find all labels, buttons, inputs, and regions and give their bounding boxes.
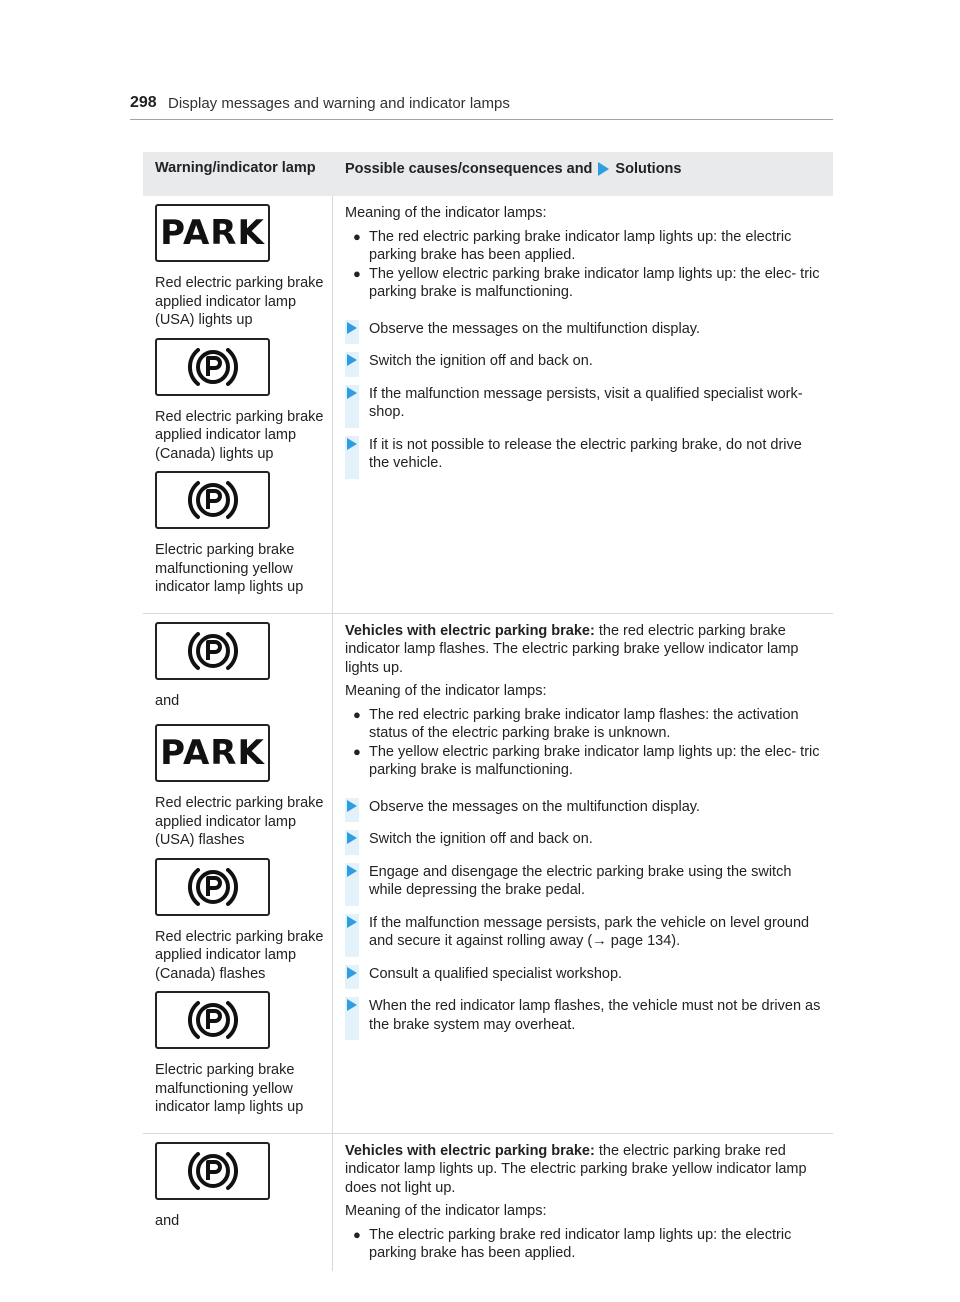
meaning-title: Meaning of the indicator lamps:	[345, 683, 547, 699]
indicator-lamp-table	[143, 152, 833, 1271]
table-row	[143, 614, 833, 1134]
solution-step	[345, 830, 825, 849]
step-arrow-icon	[345, 863, 357, 900]
solutions-arrow-icon	[598, 162, 609, 176]
col-header-lamp: Warning/indicator lamp	[155, 160, 316, 176]
causes-cell	[333, 614, 833, 1133]
solution-step	[345, 997, 825, 1034]
intro-paragraph	[345, 1142, 825, 1198]
lamp-label: Red electric parking brake applied indicator lamp (USA) lights up	[155, 275, 324, 328]
step-text: If the malfunction message persists, visit a qualified specialist work- shop.	[369, 385, 803, 420]
step-text: When the red indicator lamp flashes, the vehicle must not be driven as the brake system may overheat.	[369, 998, 821, 1033]
step-text: Consult a qualified specialist workshop.	[369, 965, 623, 982]
table-row	[143, 1134, 833, 1271]
bullet-text: The electric parking brake red indicator lamp lights up: the electric parking brake has been applied.	[369, 1226, 792, 1261]
solution-step	[345, 863, 825, 900]
solution-step	[345, 385, 825, 422]
table-body	[143, 196, 833, 1271]
step-text: Engage and disengage the electric parking brake using the switch while depressing the brake pedal.	[369, 863, 792, 898]
step-text: If it is not possible to release the electric parking brake, do not drive the vehicle.	[369, 436, 802, 471]
table-row	[143, 196, 833, 614]
bullet-item	[353, 706, 825, 743]
intro-text: the electric parking brake red indicator lamp lights up. The electric parking brake yellow indicator lamp does not light up.	[345, 1142, 807, 1196]
step-arrow-icon	[345, 385, 357, 422]
bullet-text: The yellow electric parking brake indicator lamp lights up: the elec- tric parking brake is malfunctioning.	[369, 743, 820, 778]
parking-brake-p-icon	[155, 858, 270, 916]
solution-step	[345, 798, 825, 817]
col-header-solutions-label: Solutions	[615, 161, 682, 177]
park-icon	[155, 204, 270, 262]
park-icon	[155, 724, 270, 782]
page-header	[130, 94, 833, 120]
parking-brake-p-icon	[155, 622, 270, 680]
meaning-title: Meaning of the indicator lamps:	[345, 205, 547, 221]
lamp-label: and	[155, 692, 180, 709]
lamp-cell	[143, 196, 333, 613]
lamp-cell	[143, 614, 333, 1133]
solution-step	[345, 352, 825, 371]
meaning-title: Meaning of the indicator lamps:	[345, 1203, 547, 1219]
bullet-item	[353, 265, 825, 302]
bullet-icon: ●	[353, 1226, 361, 1242]
bullet-text: The yellow electric parking brake indicator lamp lights up: the elec- tric parking brake is malfunctioning.	[369, 265, 820, 300]
step-arrow-icon	[345, 798, 357, 817]
step-text: If the malfunction message persists, park the vehicle on level ground and secure it against rolling away (→ page 134).	[369, 914, 810, 949]
park-lamp-text: PARK	[160, 213, 265, 253]
step-text: Observe the messages on the multifunction display.	[369, 320, 700, 337]
lamp-label: Red electric parking brake applied indicator lamp (Canada) flashes	[155, 928, 324, 982]
step-arrow-icon	[345, 997, 357, 1034]
parking-brake-p-icon	[155, 338, 270, 396]
parking-brake-p-icon	[155, 471, 270, 529]
lamp-label: Red electric parking brake applied indicator lamp (Canada) lights up	[155, 408, 324, 462]
step-arrow-icon	[345, 914, 357, 951]
step-arrow-icon	[345, 830, 357, 849]
bullet-item	[353, 1226, 825, 1263]
bullet-icon: ●	[353, 265, 361, 281]
lamp-label: Electric parking brake malfunctioning yellow indicator lamp lights up	[155, 1062, 304, 1115]
bullet-text: The red electric parking brake indicator lamp flashes: the activation status of the electric parking brake is unknown.	[369, 706, 799, 741]
page-number: 298	[130, 94, 157, 111]
step-text: Switch the ignition off and back on.	[369, 353, 593, 369]
intro-text: the red electric parking brake indicator lamp flashes. The electric parking brake yellow indicator lamp lights up.	[345, 622, 799, 676]
col-header-causes	[333, 152, 833, 196]
bullet-item	[353, 743, 825, 780]
lamp-label: Red electric parking brake applied indicator lamp (USA) flashes	[155, 795, 324, 848]
solution-step	[345, 436, 825, 473]
lamp-cell	[143, 1134, 333, 1271]
bullet-item	[353, 228, 825, 265]
causes-cell	[333, 196, 833, 613]
solution-step	[345, 914, 825, 951]
page-header-title: Display messages and warning and indicator lamps	[168, 95, 510, 112]
step-arrow-icon	[345, 436, 357, 473]
step-arrow-icon	[345, 352, 357, 371]
table-header	[143, 152, 833, 196]
causes-cell	[333, 1134, 833, 1271]
step-arrow-icon	[345, 965, 357, 984]
solution-step	[345, 965, 825, 984]
solution-step	[345, 320, 825, 339]
lamp-label: and	[155, 1212, 180, 1229]
step-arrow-icon	[345, 320, 357, 339]
park-lamp-text: PARK	[160, 733, 265, 773]
col-header-causes-label: Possible causes/consequences and	[345, 161, 593, 177]
bullet-icon: ●	[353, 228, 361, 244]
parking-brake-p-icon	[155, 991, 270, 1049]
lamp-label: Electric parking brake malfunctioning yellow indicator lamp lights up	[155, 542, 304, 595]
bullet-icon: ●	[353, 706, 361, 722]
parking-brake-p-icon	[155, 1142, 270, 1200]
bullet-text: The red electric parking brake indicator lamp lights up: the electric parking brake has been applied.	[369, 228, 792, 263]
intro-bold: Vehicles with electric parking brake:	[345, 622, 595, 639]
step-text: Switch the ignition off and back on.	[369, 831, 593, 847]
intro-bold: Vehicles with electric parking brake:	[345, 1142, 595, 1159]
bullet-icon: ●	[353, 743, 361, 759]
intro-paragraph	[345, 622, 825, 678]
step-text: Observe the messages on the multifunction display.	[369, 798, 700, 815]
